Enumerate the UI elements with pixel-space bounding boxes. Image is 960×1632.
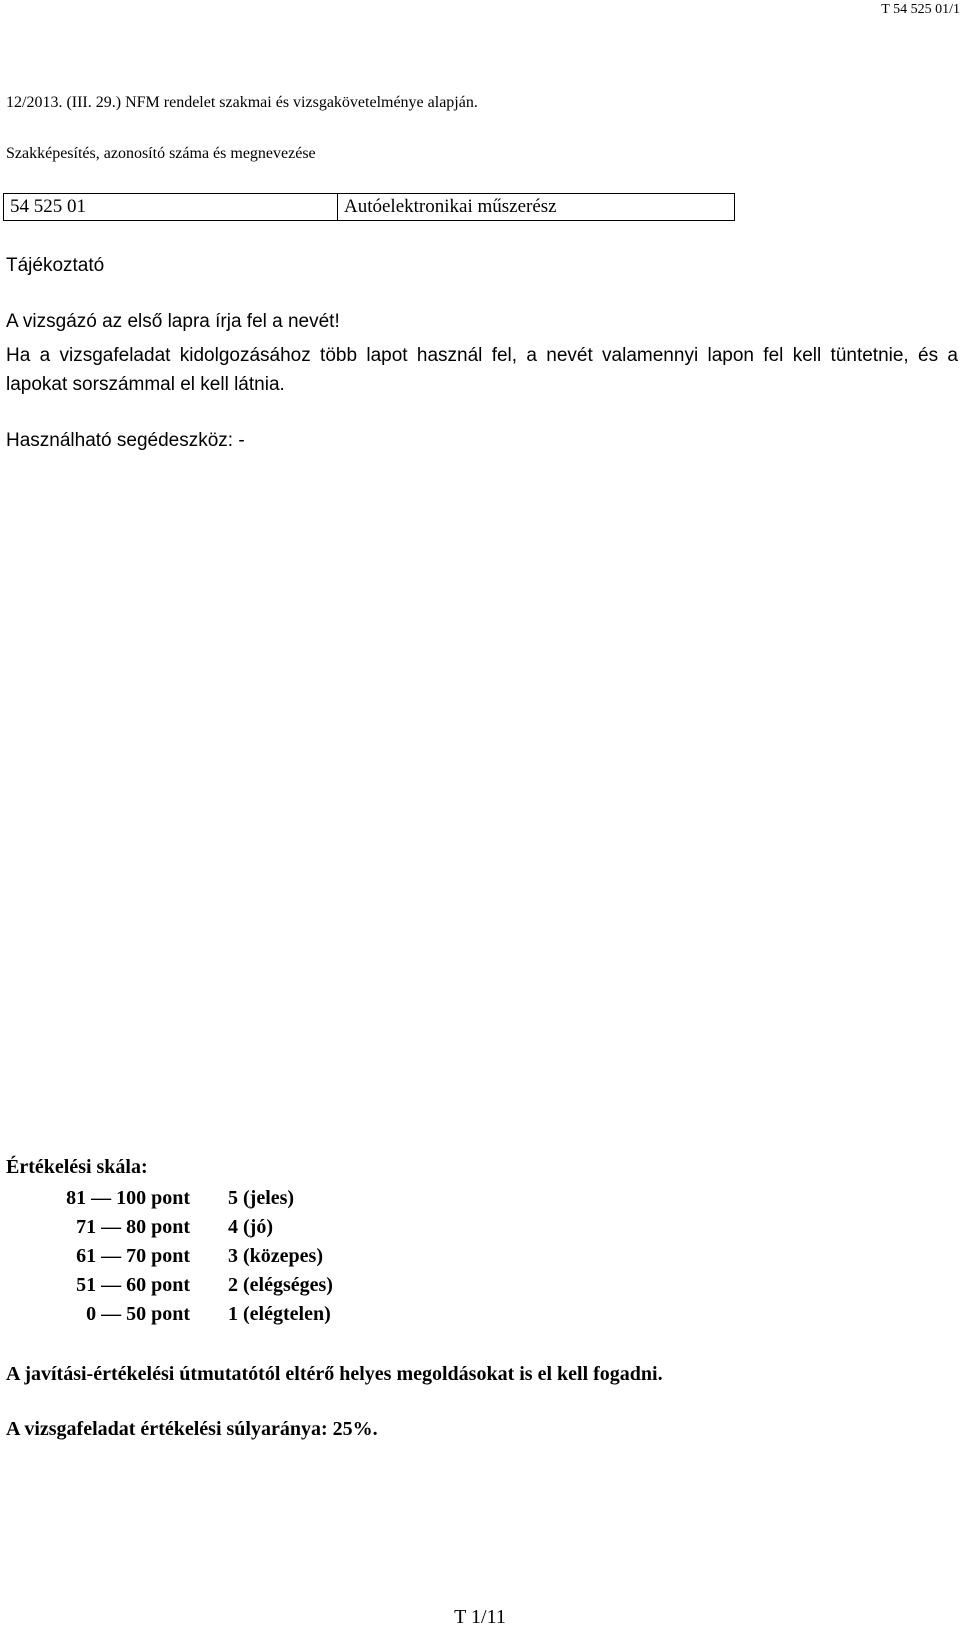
qualification-code: 54 525 01	[4, 194, 338, 220]
qualification-heading: Szakképesítés, azonosító száma és megnevezése	[6, 145, 316, 162]
scale-grade: 4 (jó)	[228, 1216, 273, 1238]
qualification-table	[3, 193, 735, 221]
regulation-reference: 12/2013. (III. 29.) NFM rendelet szakmai és vizsgakövetelménye alapján.	[6, 94, 478, 111]
scale-range: 51 — 60 pont	[76, 1274, 190, 1296]
scale-grade: 5 (jeles)	[228, 1187, 295, 1209]
alternative-solutions-note: A javítási-értékelési útmutatótól eltérő helyes megoldásokat is el kell fogadni.	[6, 1363, 663, 1385]
qualification-name: Autóelektronikai műszerész	[344, 196, 557, 217]
scale-grade: 1 (elégtelen)	[228, 1303, 331, 1325]
info-heading: Tájékoztató	[6, 255, 105, 276]
instruction-pages: Ha a vizsgafeladat kidolgozásához több lapot használ fel, a nevét valamennyi lapon fel kell tüntetnie, és a lapokat sorszámmal el kell látnia.	[6, 345, 958, 395]
scale-grade: 2 (elégséges)	[228, 1274, 333, 1296]
weight-note: A vizsgafeladat értékelési súlyaránya: 25%.	[6, 1418, 378, 1440]
allowed-tools: Használható segédeszköz: -	[6, 430, 245, 451]
grading-scale-title: Értékelési skála:	[6, 1156, 148, 1178]
page-number: T 1/11	[454, 1606, 506, 1628]
scale-range: 81 — 100 pont	[66, 1187, 190, 1209]
scale-range: 0 — 50 pont	[86, 1303, 190, 1325]
scale-range: 71 — 80 pont	[76, 1216, 190, 1238]
document-code: T 54 525 01/1	[881, 2, 960, 17]
scale-grade: 3 (közepes)	[228, 1245, 323, 1267]
instruction-name: A vizsgázó az első lapra írja fel a nevét!	[6, 311, 340, 332]
scale-range: 61 — 70 pont	[76, 1245, 190, 1267]
